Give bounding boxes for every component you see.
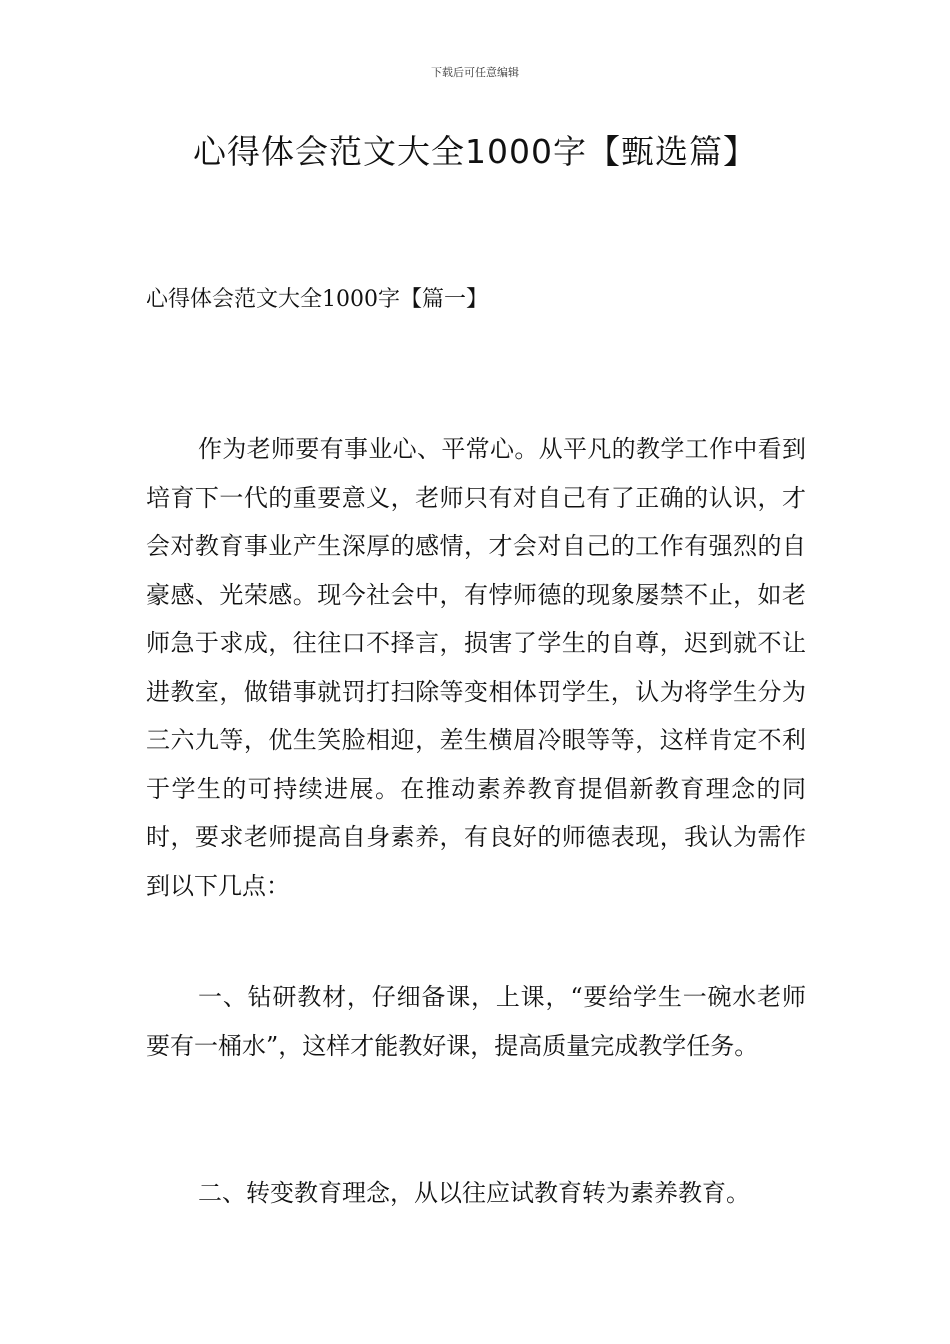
section-heading: 心得体会范文大全1000字【篇一】 <box>146 287 488 312</box>
document-title: 心得体会范文大全1000字【甄选篇】 <box>193 132 757 171</box>
body-paragraph-1: 作为老师要有事业心、平常心。从平凡的教学工作中看到培育下一代的重要意义，老师只有对自己有了正确的认识，才会对教育事业产生深厚的感情，才会对自己的工作有强烈的自豪感、光荣感。现今社会中，有悖师德的现象屡禁不止，如老师急于求成，往往口不择言，损害了学生的自尊，迟到就不让进教室，做错事就罚打扫除等变相体罚学生，认为将学生分为三六九等，优生笑脸相迎，差生横眉冷眼等等，这样肯定不利于学生的可持续进展。在推动素养教育提倡新教育理念的同时，要求老师提高自身素养，有良好的师德表现，我认为需作到以下几点： <box>146 435 806 900</box>
body-paragraph-2: 一、钻研教材，仔细备课，上课，“要给学生一碗水老师要有一桶水”，这样才能教好课，提高质量完成教学任务。 <box>146 983 806 1060</box>
body-paragraph-3: 二、转变教育理念，从以往应试教育转为素养教育。 <box>198 1179 750 1207</box>
header-note: 下载后可任意编辑 <box>431 66 519 79</box>
